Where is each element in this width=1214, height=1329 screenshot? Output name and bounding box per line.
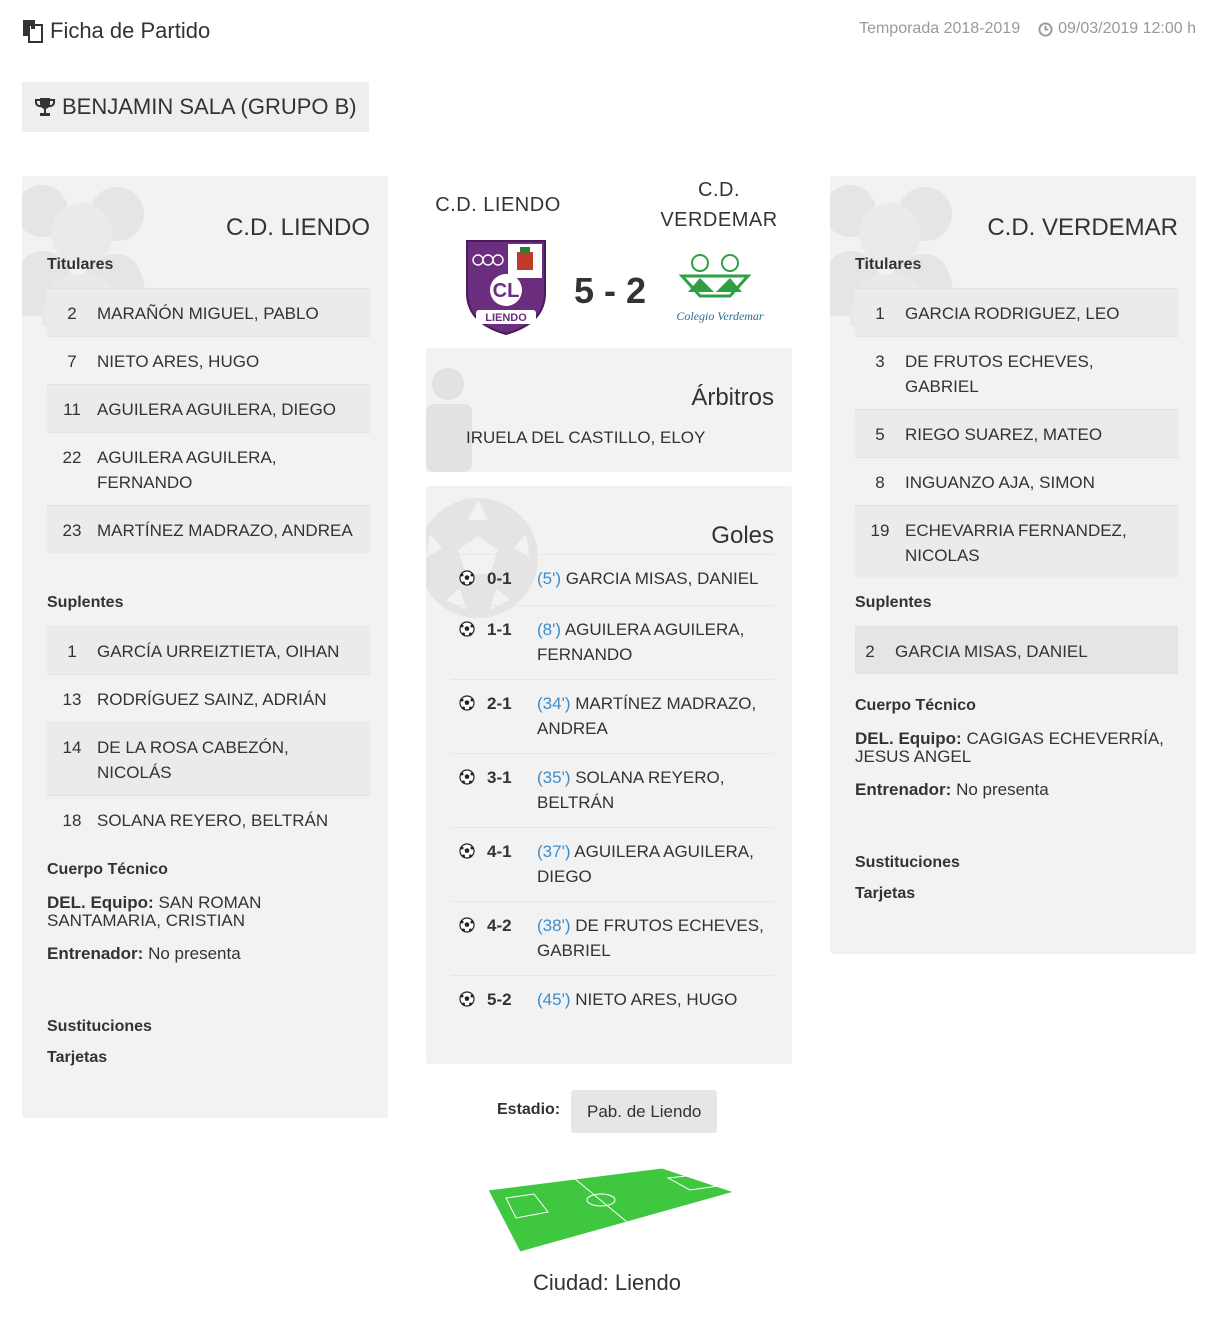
goal-minute-link[interactable]: (45') — [537, 990, 571, 1009]
goal-minute-link[interactable]: (37') — [537, 842, 571, 861]
player-row — [47, 674, 370, 722]
player-row — [47, 432, 370, 505]
goal-detail — [537, 765, 774, 815]
player-number: 22 — [62, 448, 82, 467]
goal-detail — [537, 617, 774, 667]
home-team-name: C.D. LIENDO — [225, 214, 370, 241]
entrenador-label: Entrenador: — [47, 944, 144, 963]
player-number: 19 — [870, 521, 890, 540]
player-row — [855, 288, 1178, 336]
goal-row — [451, 554, 774, 605]
player-number: 2 — [67, 304, 77, 323]
page-title: Ficha de Partido — [50, 18, 211, 43]
player-row — [47, 288, 370, 336]
clock-icon — [1038, 22, 1053, 37]
goal-detail — [537, 913, 774, 963]
goal-row — [451, 753, 774, 827]
football-pitch-icon — [486, 1166, 736, 1254]
goal-detail — [537, 566, 774, 593]
entrenador-value: No presenta — [956, 780, 1049, 799]
goal-score: 0-1 — [487, 569, 512, 588]
player-row — [855, 626, 1178, 674]
home-tarjetas-heading: Tarjetas — [47, 1049, 108, 1066]
soccer-ball-icon — [451, 913, 487, 963]
player-number: 1 — [67, 642, 77, 661]
person-icon — [426, 362, 476, 472]
goal-row — [451, 901, 774, 975]
stadium-label: Estadio: — [497, 1101, 561, 1118]
colegio-verdemar-logo-icon — [668, 252, 772, 302]
player-name: RODRÍGUEZ SAINZ, ADRIÁN — [97, 690, 327, 709]
goal-detail — [537, 987, 774, 1014]
away-staff-heading: Cuerpo Técnico — [855, 697, 976, 714]
player-number: 5 — [875, 425, 885, 444]
player-number: 2 — [865, 642, 875, 661]
player-name: MARAÑÓN MIGUEL, PABLO — [97, 304, 319, 323]
goal-minute-link[interactable]: (8') — [537, 620, 562, 639]
document-copy-icon — [22, 19, 44, 43]
goal-minute-link[interactable]: (35') — [537, 768, 571, 787]
player-name: SOLANA REYERO, BELTRÁN — [97, 811, 329, 830]
svg-text:CL: CL — [492, 280, 520, 302]
away-entrenador — [855, 781, 1178, 799]
goal-minute-link[interactable]: (34') — [537, 694, 571, 713]
player-name: RIEGO SUAREZ, MATEO — [905, 425, 1103, 444]
home-titulares-heading: Titulares — [47, 256, 114, 273]
player-name: GARCIA MISAS, DANIEL — [895, 642, 1088, 661]
match-score: 5 - 2 — [573, 270, 647, 311]
away-team-panel — [830, 176, 1196, 954]
goal-detail — [537, 839, 774, 889]
player-number: 8 — [875, 473, 885, 492]
home-team-crest — [464, 238, 548, 336]
goal-score: 2-1 — [487, 694, 512, 713]
away-delegado — [855, 730, 1178, 766]
player-row — [47, 384, 370, 432]
player-name: AGUILERA AGUILERA, FERNANDO — [97, 448, 277, 492]
player-number: 13 — [62, 690, 82, 709]
player-name: NIETO ARES, HUGO — [97, 352, 260, 371]
match-meta — [859, 20, 1196, 38]
goal-scorer: AGUILERA AGUILERA, DIEGO — [537, 842, 754, 886]
goal-minute-link[interactable]: (38') — [537, 916, 571, 935]
player-name: ECHEVARRIA FERNANDEZ, NICOLAS — [905, 521, 1127, 565]
entrenador-value: No presenta — [148, 944, 241, 963]
goal-row — [451, 827, 774, 901]
player-row — [47, 505, 370, 553]
player-row — [47, 722, 370, 795]
goal-scorer: SOLANA REYERO, BELTRÁN — [537, 768, 725, 812]
player-number: 3 — [875, 352, 885, 371]
goal-row — [451, 605, 774, 679]
competition-badge — [22, 82, 369, 132]
referee-name: IRUELA DEL CASTILLO, ELOY — [466, 428, 706, 447]
goals-list — [451, 554, 774, 1026]
goal-row — [451, 679, 774, 753]
home-delegado — [47, 894, 370, 930]
goal-score: 5-2 — [487, 990, 512, 1009]
goal-scorer: GARCIA MISAS, DANIEL — [565, 569, 759, 588]
goal-minute-link[interactable]: (5') — [537, 569, 562, 588]
away-team-logo — [668, 252, 772, 323]
home-entrenador — [47, 945, 370, 963]
player-row — [47, 626, 370, 674]
home-titulares-list — [47, 288, 370, 553]
player-name: AGUILERA AGUILERA, DIEGO — [97, 400, 337, 419]
goals-panel — [426, 486, 792, 1064]
away-name-line2: VERDEMAR — [660, 209, 778, 231]
goal-scorer: DE FRUTOS ECHEVES, GABRIEL — [537, 916, 764, 960]
goal-score: 1-1 — [487, 620, 512, 639]
player-name: MARTÍNEZ MADRAZO, ANDREA — [97, 521, 353, 540]
away-logo-text: Colegio Verdemar — [676, 309, 764, 323]
player-name: GARCIA RODRIGUEZ, LEO — [905, 304, 1120, 323]
away-suplentes-heading: Suplentes — [855, 594, 932, 611]
center-away-team-name — [650, 175, 788, 235]
soccer-ball-icon — [451, 691, 487, 741]
player-number: 14 — [62, 738, 82, 757]
goal-scorer: MARTÍNEZ MADRAZO, ANDREA — [537, 694, 757, 738]
home-sustituciones-heading: Sustituciones — [47, 1018, 152, 1035]
trophy-icon — [34, 97, 56, 117]
player-row — [47, 795, 370, 843]
goal-score: 3-1 — [487, 768, 512, 787]
center-home-team-name: C.D. LIENDO — [435, 194, 561, 216]
goal-scorer: AGUILERA AGUILERA, FERNANDO — [537, 620, 745, 664]
goal-scorer: NIETO ARES, HUGO — [575, 990, 738, 1009]
player-row — [855, 409, 1178, 457]
season-label: Temporada 2018-2019 — [859, 20, 1021, 37]
away-titulares-list — [855, 288, 1178, 578]
competition-name: BENJAMIN SALA (GRUPO B) — [62, 94, 357, 119]
referees-title: Árbitros — [691, 384, 774, 411]
player-row — [855, 457, 1178, 505]
away-name-line1: C.D. — [698, 179, 740, 201]
match-datetime — [1038, 20, 1196, 38]
goal-row — [451, 975, 774, 1026]
soccer-ball-icon — [451, 566, 487, 593]
player-name: GARCÍA URREIZTIETA, OIHAN — [97, 642, 340, 661]
player-number: 18 — [62, 811, 82, 830]
delegado-value: CAGIGAS ECHEVERRÍA, JESUS ANGEL — [855, 729, 1164, 766]
goal-score: 4-1 — [487, 842, 512, 861]
player-name: INGUANZO AJA, SIMON — [905, 473, 1095, 492]
soccer-ball-icon — [451, 617, 487, 667]
player-name: DE FRUTOS ECHEVES, GABRIEL — [905, 352, 1094, 396]
goal-detail — [537, 691, 774, 741]
svg-text:LIENDO: LIENDO — [485, 312, 527, 324]
home-team-panel — [22, 176, 388, 1118]
player-row — [47, 336, 370, 384]
player-row — [855, 505, 1178, 578]
away-sustituciones-heading: Sustituciones — [855, 854, 960, 871]
player-name: DE LA ROSA CABEZÓN, NICOLÁS — [97, 738, 289, 782]
delegado-label: DEL. Equipo: — [47, 893, 154, 912]
player-number: 11 — [63, 400, 81, 419]
goals-title: Goles — [711, 522, 774, 549]
datetime-text: 09/03/2019 12:00 h — [1058, 20, 1196, 37]
away-team-name: C.D. VERDEMAR — [987, 214, 1178, 241]
player-number: 7 — [67, 352, 77, 371]
player-number: 23 — [62, 521, 82, 540]
away-titulares-heading: Titulares — [855, 256, 922, 273]
soccer-ball-icon — [451, 765, 487, 815]
soccer-ball-icon — [451, 987, 487, 1014]
away-suplentes-list — [855, 626, 1178, 674]
city-label: Ciudad: Liendo — [532, 1270, 681, 1295]
home-staff-heading: Cuerpo Técnico — [47, 861, 168, 878]
soccer-ball-icon — [451, 839, 487, 889]
home-suplentes-heading: Suplentes — [47, 594, 124, 611]
player-row — [855, 336, 1178, 409]
player-number: 1 — [875, 304, 885, 323]
home-suplentes-list — [47, 626, 370, 843]
referees-panel — [426, 348, 792, 472]
delegado-value: SAN ROMAN SANTAMARIA, CRISTIAN — [47, 893, 262, 930]
goal-score: 4-2 — [487, 916, 512, 935]
stadium-name: Pab. de Liendo — [571, 1090, 717, 1133]
delegado-label: DEL. Equipo: — [855, 729, 962, 748]
page-header — [22, 18, 210, 44]
entrenador-label: Entrenador: — [855, 780, 952, 799]
away-tarjetas-heading: Tarjetas — [855, 885, 916, 902]
